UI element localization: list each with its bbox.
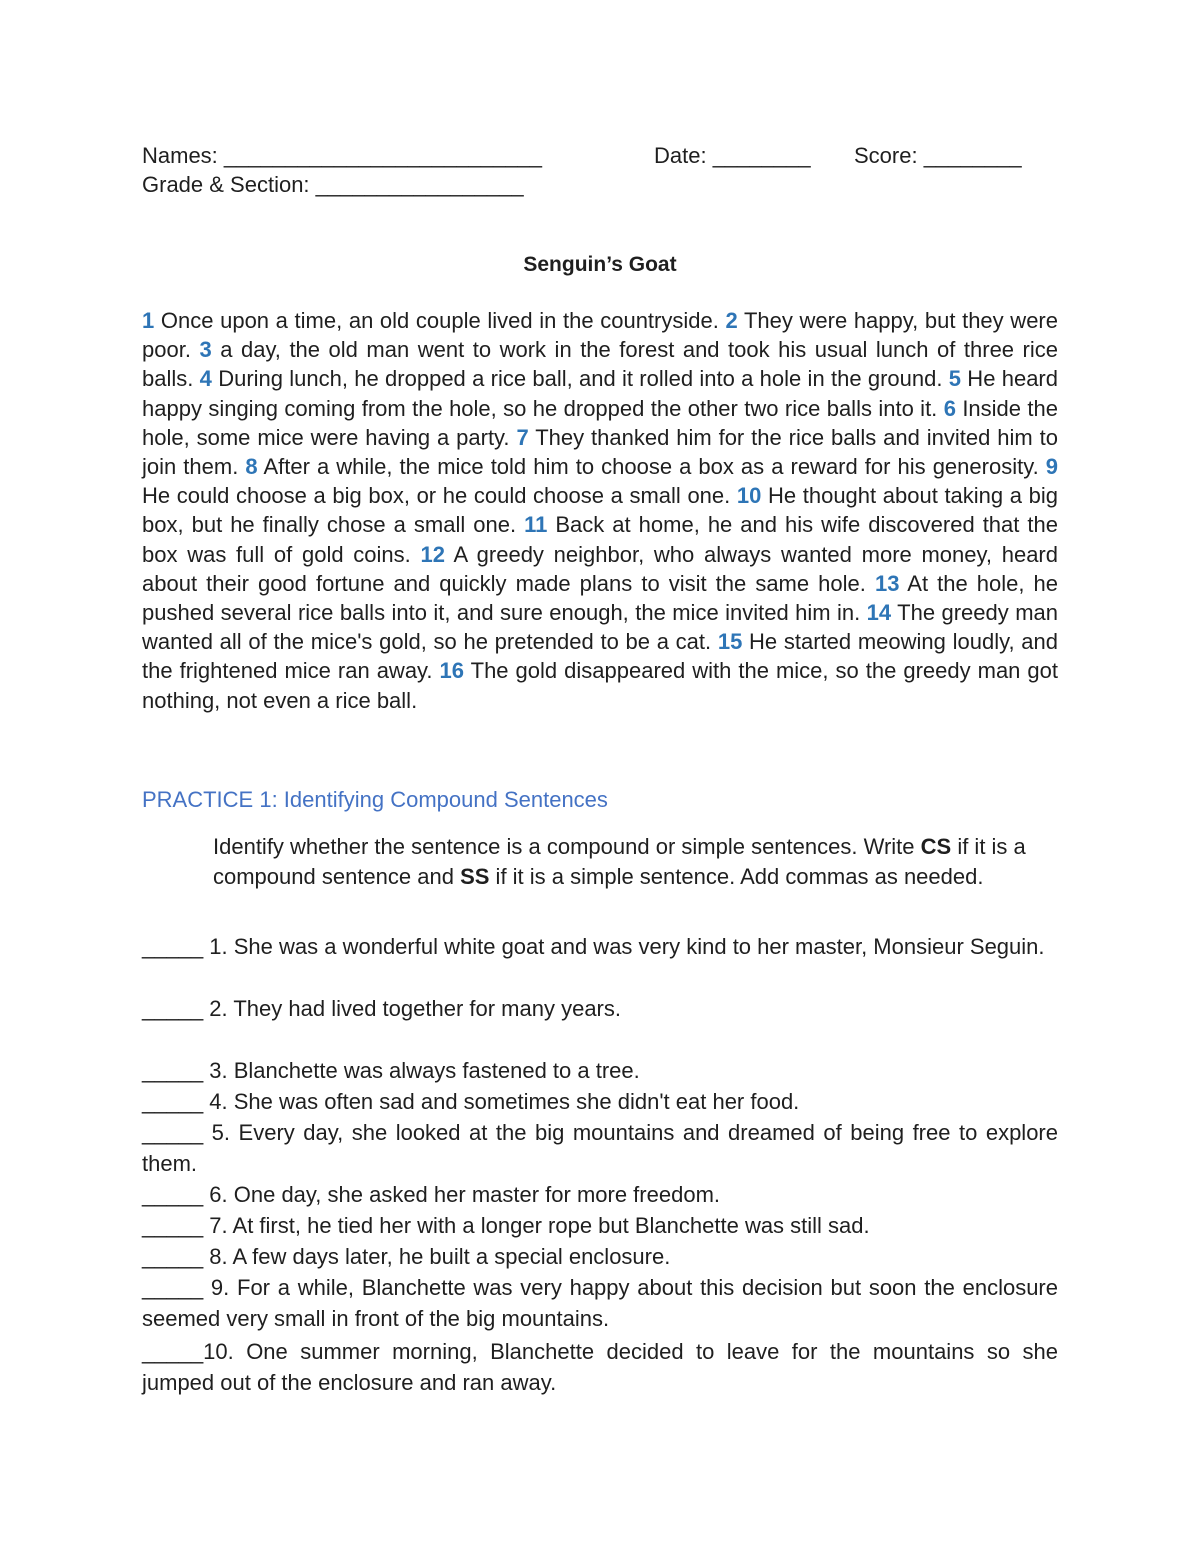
sentence-text: They thanked him for the rice balls and invited him to join them. (142, 424, 1058, 480)
sentence-text: He could choose a big box, or he could choose a small one. (142, 483, 737, 509)
sentence-number: 13 (874, 570, 900, 596)
sentence-text: They were happy, but they were poor. (142, 308, 1058, 363)
practice-instruction (213, 832, 1059, 892)
sentence-number: 6 (943, 395, 956, 421)
instruction-text: Identify whether the sentence is a compound or simple sentences. Write (213, 834, 921, 859)
grade-section-field: Grade & Section: _________________ (142, 172, 524, 197)
sentence-text: He thought about taking a big box, but he finally chose a small one. (142, 483, 1058, 538)
sentence-number: 5 (948, 366, 962, 392)
sentence-number: 8 (245, 454, 258, 480)
practice-item-6[interactable]: _____ 6. One day, she asked her master for more freedom. (142, 1182, 721, 1207)
sentence-number: 3 (199, 337, 212, 363)
practice-item-9[interactable]: _____ 9. For a while, Blanchette was very happy about this decision but soon the enclosure seemed very small in front of the big mountains. (142, 1275, 1058, 1331)
practice-item-3[interactable]: _____ 3. Blanchette was always fastened to a tree. (142, 1058, 640, 1083)
sentence-text: The greedy man wanted all of the mice's gold, so he pretended to be a cat. (142, 600, 1058, 655)
sentence-text: The gold disappeared with the mice, so the greedy man got nothing, not even a rice ball. (142, 658, 1058, 713)
sentence-number: 11 (524, 512, 548, 538)
date-field: Date: ________ (654, 143, 811, 168)
practice-item-10[interactable]: _____10. One summer morning, Blanchette decided to leave for the mountains so she jumped out of the enclosure and ran away. (142, 1339, 1058, 1395)
instruction-text: if it is a compound sentence and (213, 834, 1026, 889)
story-title: Senguin’s Goat (523, 253, 677, 276)
sentence-text: Inside the hole, some mice were having a party. (142, 395, 1058, 450)
practice-item-7[interactable]: _____ 7. At first, he tied her with a longer rope but Blanchette was still sad. (142, 1213, 870, 1238)
cs-label: CS (920, 834, 952, 859)
sentence-text: Once upon a time, an old couple lived in the countryside. (154, 308, 726, 333)
sentence-number: 16 (439, 658, 465, 684)
sentence-number: 9 (1045, 454, 1058, 480)
practice-item-4[interactable]: _____ 4. She was often sad and sometimes she didn't eat her food. (142, 1089, 800, 1114)
sentence-text: A greedy neighbor, who always wanted more money, heard about their good fortune and quickly made plans to visit the same hole. (142, 541, 1058, 596)
sentence-number: 7 (516, 424, 529, 450)
sentence-number: 1 (142, 308, 155, 333)
sentence-text: He started meowing loudly, and the frightened mice ran away. (142, 629, 1058, 684)
sentence-number: 14 (866, 600, 892, 626)
practice-heading: PRACTICE 1: Identifying Compound Sentences (142, 787, 608, 812)
sentence-number: 2 (725, 308, 738, 333)
sentence-text: Back at home, he and his wife discovered that the box was full of gold coins. (142, 512, 1058, 567)
practice-item-1[interactable]: _____ 1. She was a wonderful white goat and was very kind to her master, Monsieur Seguin. (142, 934, 1045, 959)
practice-item-2[interactable]: _____ 2. They had lived together for many years. (142, 996, 621, 1021)
story-paragraph (142, 306, 1058, 715)
sentence-text: During lunch, he dropped a rice ball, and it rolled into a hole in the ground. (211, 366, 949, 392)
sentence-text: He heard happy singing coming from the hole, so he dropped the other two rice balls into it. (142, 366, 1058, 421)
practice-item-8[interactable]: _____ 8. A few days later, he built a special enclosure. (142, 1244, 671, 1269)
sentence-number: 12 (420, 541, 445, 567)
names-field: Names: __________________________ (142, 143, 543, 168)
sentence-text: After a while, the mice told him to choose a box as a reward for his generosity. (257, 454, 1046, 480)
sentence-text: a day, the old man went to work in the forest and took his usual lunch of three rice balls. (142, 337, 1059, 392)
sentence-number: 15 (717, 629, 743, 655)
score-field: Score: ________ (854, 143, 1022, 168)
instruction-text: if it is a simple sentence. Add commas as needed. (489, 864, 984, 889)
sentence-text: At the hole, he pushed several rice balls into it, and sure enough, the mice invited him in. (142, 570, 1059, 626)
ss-label: SS (460, 864, 490, 889)
practice-item-5[interactable]: _____ 5. Every day, she looked at the big mountains and dreamed of being free to explore them. (142, 1120, 1058, 1176)
sentence-number: 10 (736, 483, 762, 509)
sentence-number: 4 (199, 366, 212, 392)
